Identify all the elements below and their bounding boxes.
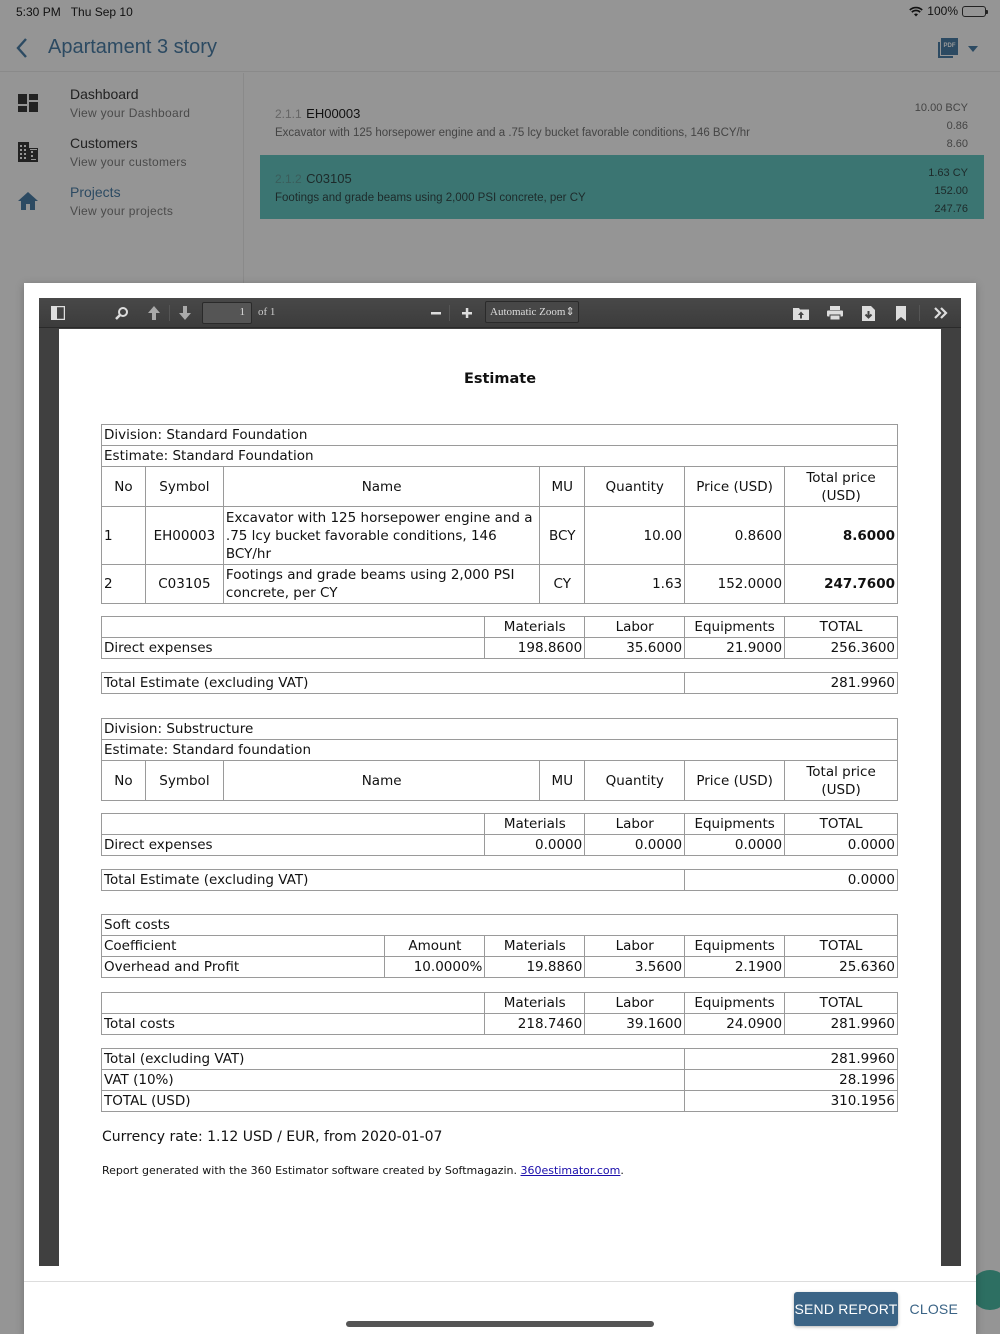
- pdf-toolbar: [39, 298, 961, 328]
- table-row: 1 EH00003 Excavator with 125 horsepower engine and a .75 lcy bucket favorable conditions, 146 BCY/hr BCY 10.00 0.8600 8.6000: [102, 507, 898, 565]
- dashboard-icon: [18, 93, 38, 113]
- search-icon[interactable]: [113, 303, 131, 323]
- next-page-icon[interactable]: [175, 303, 195, 323]
- zoom-in-icon[interactable]: [458, 303, 476, 323]
- estimate-list-row-selected[interactable]: 2.1.2 C03105 Footings and grade beams using 2,000 PSI concrete, per CY 1.63 CY 152.00 247.76: [260, 155, 984, 219]
- app-bar: [0, 24, 1000, 72]
- status-time: 5:30 PM Thu Sep 10: [16, 5, 133, 19]
- pdf-export-button[interactable]: [938, 38, 958, 58]
- report-title: Estimate: [463, 371, 537, 387]
- total-costs-table: Materials Labor Equipments TOTAL Total costs 218.7460 39.1600 24.0900 281.9960: [101, 992, 898, 1035]
- soft-costs-table: Soft costs Coefficient Amount Materials Labor Equipments TOTAL Overhead and Profit 10.0000% 19.8860 3.5600 2.1900 25.6360: [101, 914, 898, 978]
- page-count: of 1: [258, 306, 276, 318]
- zoom-out-icon[interactable]: [427, 303, 445, 323]
- division-total-table: Total Estimate (excluding VAT) 0.0000: [101, 869, 898, 891]
- toolbar-separator: [169, 305, 170, 321]
- sidebar-item-projects[interactable]: Projects View your projects: [0, 177, 244, 225]
- row-values: 1.63 CY 152.00 247.76: [928, 167, 968, 215]
- report-credit: Report generated with the 360 Estimator software created by Softmagazin. 360estimator.com.: [102, 1164, 624, 1177]
- previous-page-icon[interactable]: [144, 303, 164, 323]
- open-file-icon[interactable]: [791, 303, 811, 323]
- division-table: Division: Standard Foundation Estimate: Standard Foundation No Symbol Name MU Quantity Price (USD) Total price (USD) 1 EH00003 Excavator with 125 horsepower engine and a .75 lcy bucket favorable conditions, 146 BCY/hr BCY 10.00 0.8600 8.6000 2 C03105 Footings and grade beams using 2,000 PSI concrete, per CY CY 1.63 152.0000 247.7600: [101, 424, 898, 604]
- project-title: Apartament 3 story: [48, 36, 217, 58]
- sidebar-item-dashboard[interactable]: Dashboard View your Dashboard: [0, 79, 244, 127]
- division-total-table: Total Estimate (excluding VAT) 281.9960: [101, 672, 898, 694]
- division-label: Division: Substructure: [102, 719, 898, 740]
- zoom-select[interactable]: Automatic Zoom⇕: [485, 301, 579, 323]
- dropdown-caret-icon[interactable]: [968, 46, 978, 52]
- row-values: 10.00 BCY 0.86 8.60: [914, 102, 968, 150]
- direct-expenses-table: Materials Labor Equipments TOTAL Direct expenses 0.0000 0.0000 0.0000 0.0000: [101, 813, 898, 856]
- currency-rate: Currency rate: 1.12 USD / EUR, from 2020-01-07: [102, 1129, 443, 1145]
- estimator-link[interactable]: 360estimator.com: [520, 1164, 621, 1177]
- estimate-label: Estimate: Standard Foundation: [102, 446, 898, 467]
- estimate-label: Estimate: Standard foundation: [102, 740, 898, 761]
- building-icon: [18, 142, 38, 162]
- download-icon[interactable]: [858, 303, 878, 323]
- pdf-page: [59, 329, 941, 1266]
- sidebar-item-customers[interactable]: Customers View your customers: [0, 128, 244, 176]
- sidebar-toggle-icon[interactable]: [49, 303, 67, 323]
- report-dialog: [24, 283, 976, 1334]
- pdf-viewer: [39, 298, 961, 1266]
- pdf-icon: PDF: [941, 38, 958, 55]
- close-button[interactable]: CLOSE: [909, 1301, 958, 1317]
- status-bar: [0, 0, 1000, 24]
- summary-table: Total (excluding VAT) 281.9960 VAT (10%) 28.1996 TOTAL (USD) 310.1956: [101, 1048, 898, 1112]
- battery-icon: [962, 6, 986, 17]
- page-number-input[interactable]: 1: [202, 302, 252, 324]
- back-chevron-icon[interactable]: [12, 34, 32, 62]
- bookmark-icon[interactable]: [891, 303, 911, 323]
- sidebar: [0, 73, 244, 293]
- send-report-button[interactable]: SEND REPORT: [794, 1292, 898, 1326]
- print-icon[interactable]: [825, 303, 845, 323]
- wifi-icon: [909, 6, 923, 17]
- tools-menu-icon[interactable]: [931, 303, 951, 323]
- home-icon: [18, 191, 38, 211]
- status-right: [909, 4, 986, 18]
- estimate-list-row[interactable]: 2.1.1 EH00003 Excavator with 125 horsepower engine and a .75 lcy bucket favorable conditions, 146 BCY/hr 10.00 BCY 0.86 8.60: [260, 90, 984, 154]
- division-label: Division: Standard Foundation: [102, 425, 898, 446]
- home-indicator: [346, 1321, 654, 1327]
- battery-percent: 100%: [927, 4, 958, 18]
- toolbar-separator: [449, 305, 450, 321]
- table-row: 2 C03105 Footings and grade beams using 2,000 PSI concrete, per CY CY 1.63 152.0000 247.7600: [102, 565, 898, 604]
- division-table: Division: Substructure Estimate: Standard foundation No Symbol Name MU Quantity Price (USD) Total price (USD): [101, 718, 898, 801]
- toolbar-separator: [919, 305, 920, 321]
- direct-expenses-table: Materials Labor Equipments TOTAL Direct expenses 198.8600 35.6000 21.9000 256.3600: [101, 616, 898, 659]
